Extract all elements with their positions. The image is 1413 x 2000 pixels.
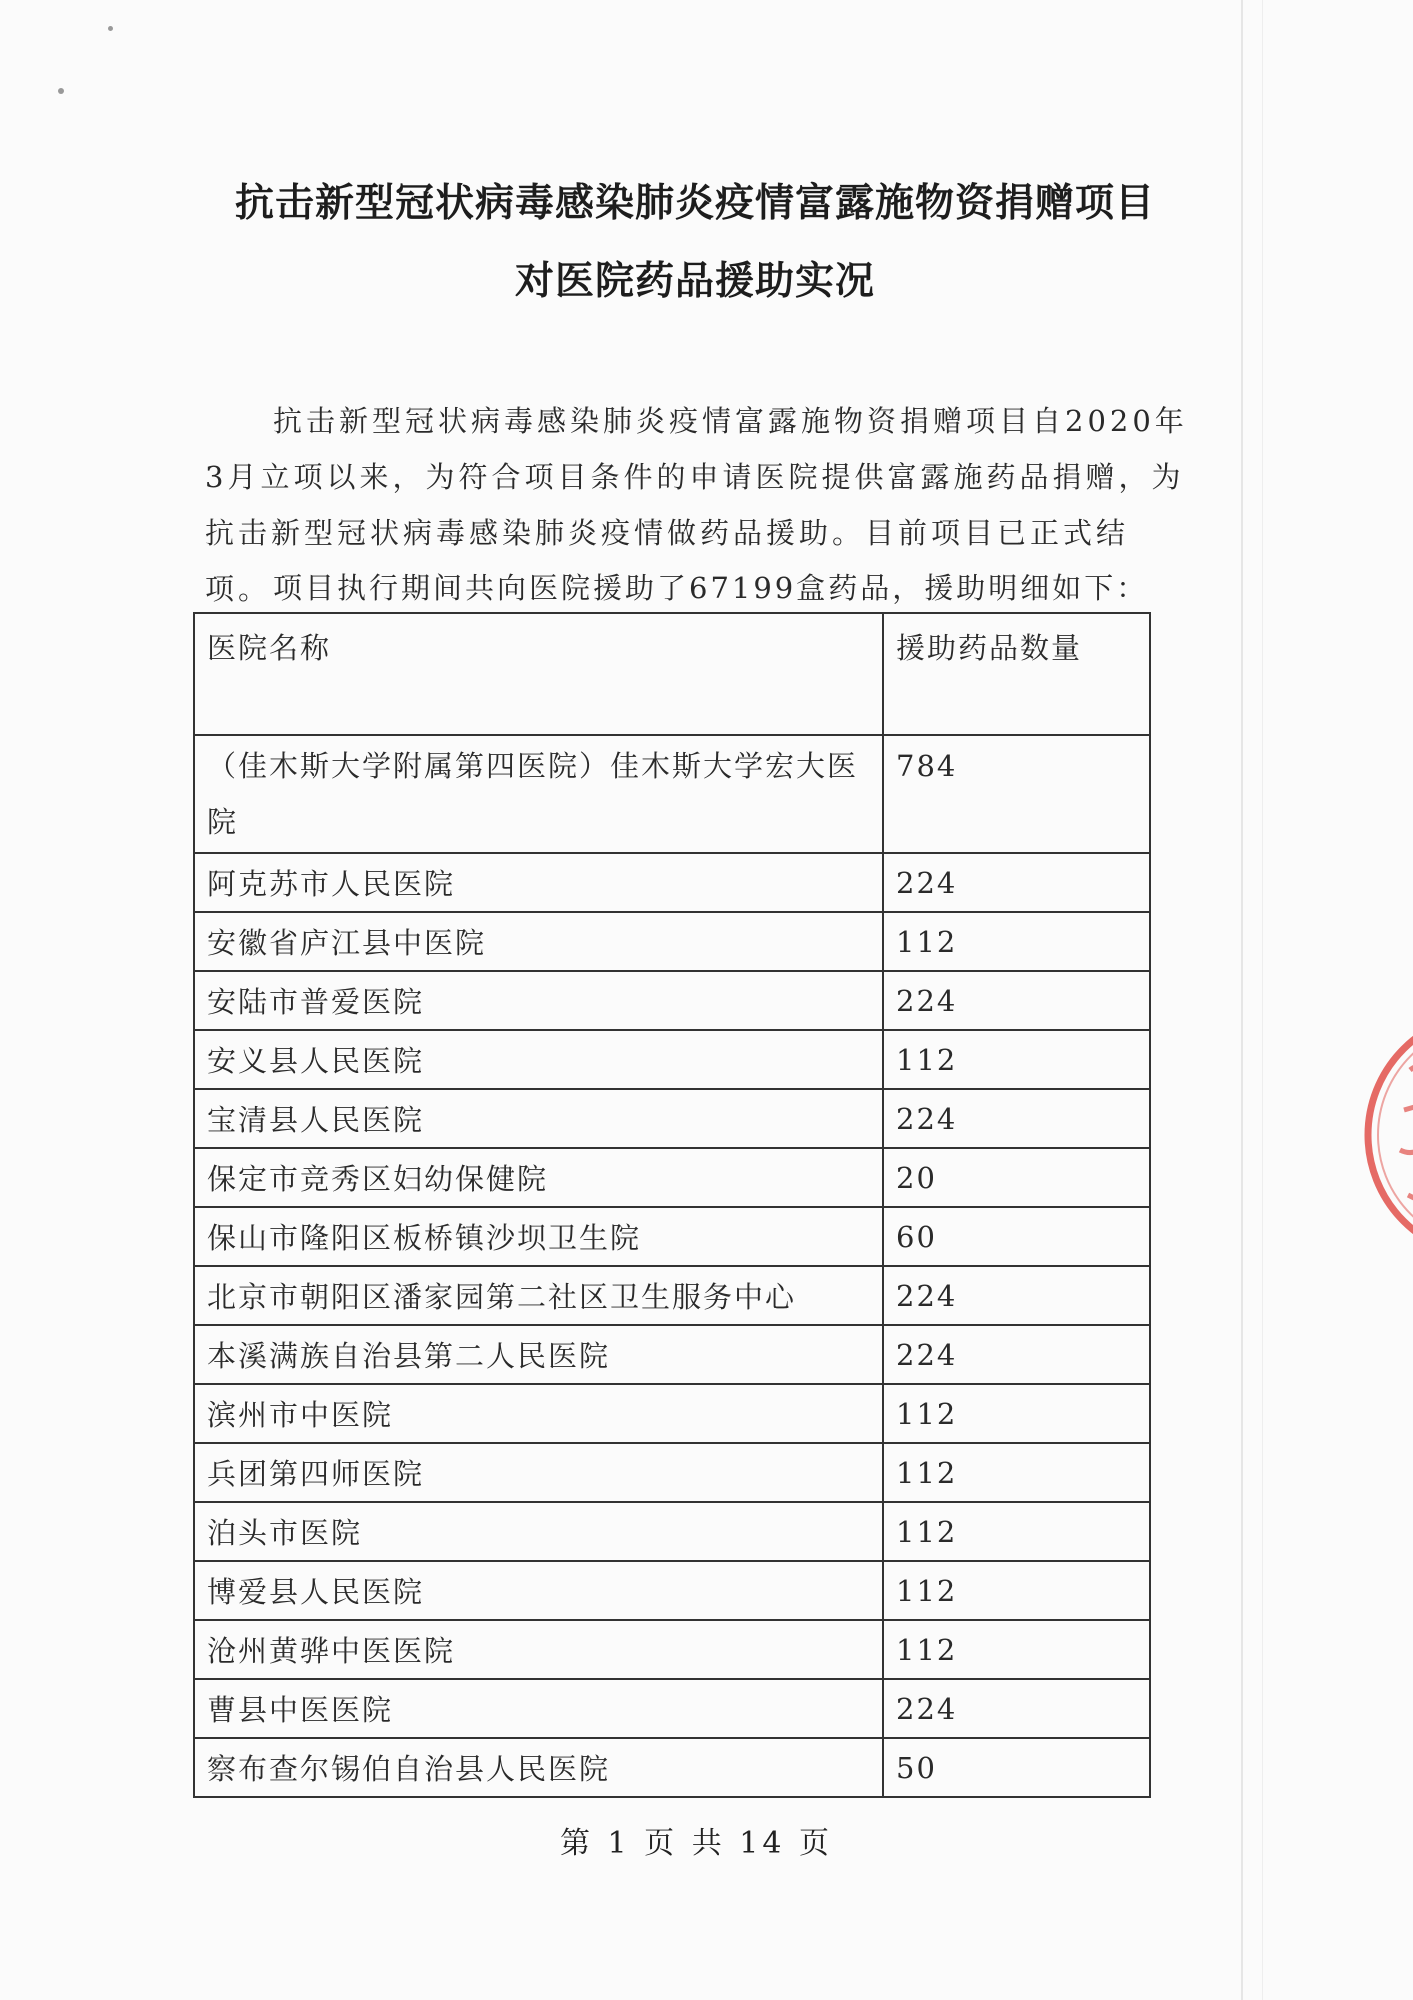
quantity-cell: 224: [883, 1266, 1150, 1325]
hospital-cell: 保山市隆阳区板桥镇沙坝卫生院: [194, 1207, 883, 1266]
donation-table: [193, 612, 1151, 1798]
page-number-footer: 第 1 页 共 14 页: [560, 1826, 833, 1861]
hospital-cell: 沧州黄骅中医医院: [194, 1620, 883, 1679]
hospital-cell: 本溪满族自治县第二人民医院: [194, 1325, 883, 1384]
hospital-cell: 阿克苏市人民医院: [194, 853, 883, 912]
scan-speck: [58, 88, 64, 94]
table-row: [194, 1266, 1150, 1325]
table-row: [194, 1089, 1150, 1148]
quantity-cell: 112: [883, 1443, 1150, 1502]
quantity-cell: 224: [883, 971, 1150, 1030]
document-title-line-2: 对医院药品援助实况: [514, 258, 875, 304]
table-header-row: [194, 613, 1150, 735]
quantity-cell: 112: [883, 1620, 1150, 1679]
quantity-cell: 112: [883, 1502, 1150, 1561]
table-row: [194, 1384, 1150, 1443]
table-row: [194, 1030, 1150, 1089]
header-quantity: 援助药品数量: [883, 613, 1150, 735]
table-row: [194, 1443, 1150, 1502]
table-row: [194, 1502, 1150, 1561]
table-row: [194, 1620, 1150, 1679]
quantity-cell: 224: [883, 1325, 1150, 1384]
quantity-cell: 112: [883, 912, 1150, 971]
quantity-cell: 224: [883, 1679, 1150, 1738]
table-row: [194, 1679, 1150, 1738]
quantity-cell: 60: [883, 1207, 1150, 1266]
quantity-cell: 20: [883, 1148, 1150, 1207]
hospital-cell: 滨州市中医院: [194, 1384, 883, 1443]
header-hospital-name: 医院名称: [194, 613, 883, 735]
table-row: [194, 912, 1150, 971]
document-title-line-1: 抗击新型冠状病毒感染肺炎疫情富露施物资捐赠项目: [234, 180, 1155, 226]
hospital-cell: 博爱县人民医院: [194, 1561, 883, 1620]
quantity-cell: 112: [883, 1561, 1150, 1620]
hospital-cell: 曹县中医医院: [194, 1679, 883, 1738]
hospital-cell: 安义县人民医院: [194, 1030, 883, 1089]
hospital-cell: 安徽省庐江县中医院: [194, 912, 883, 971]
table-row: [194, 1561, 1150, 1620]
table-row: [194, 735, 1150, 853]
quantity-cell: 224: [883, 1089, 1150, 1148]
quantity-cell: 50: [883, 1738, 1150, 1797]
quantity-cell: 112: [883, 1384, 1150, 1443]
hospital-cell: 兵团第四师医院: [194, 1443, 883, 1502]
intro-text: 抗击新型冠状病毒感染肺炎疫情富露施物资捐赠项目自2020年3月立项以来，为符合项目条件的申请医院提供富露施药品捐赠，为抗击新型冠状病毒感染肺炎疫情做药品援助。目前项目已正式结项。: [205, 404, 1188, 606]
hospital-cell: 保定市竞秀区妇幼保健院: [194, 1148, 883, 1207]
official-seal-stamp: [1360, 1000, 1413, 1270]
summary-text: 项目执行期间共向医院援助了67199盒药品，援助明细如下：: [273, 571, 1149, 605]
quantity-cell: 784: [883, 735, 1150, 853]
table-row: [194, 1738, 1150, 1797]
table-row: [194, 1325, 1150, 1384]
table-row: [194, 971, 1150, 1030]
table-row: [194, 1207, 1150, 1266]
hospital-cell: （佳木斯大学附属第四医院）佳木斯大学宏大医院: [194, 735, 883, 853]
hospital-cell: 安陆市普爱医院: [194, 971, 883, 1030]
scan-speck: [108, 26, 113, 31]
hospital-cell: 宝清县人民医院: [194, 1089, 883, 1148]
table-row: [194, 853, 1150, 912]
quantity-cell: 224: [883, 853, 1150, 912]
table-row: [194, 1148, 1150, 1207]
quantity-cell: 112: [883, 1030, 1150, 1089]
hospital-cell: 北京市朝阳区潘家园第二社区卫生服务中心: [194, 1266, 883, 1325]
hospital-cell: 泊头市医院: [194, 1502, 883, 1561]
hospital-cell: 察布查尔锡伯自治县人民医院: [194, 1738, 883, 1797]
